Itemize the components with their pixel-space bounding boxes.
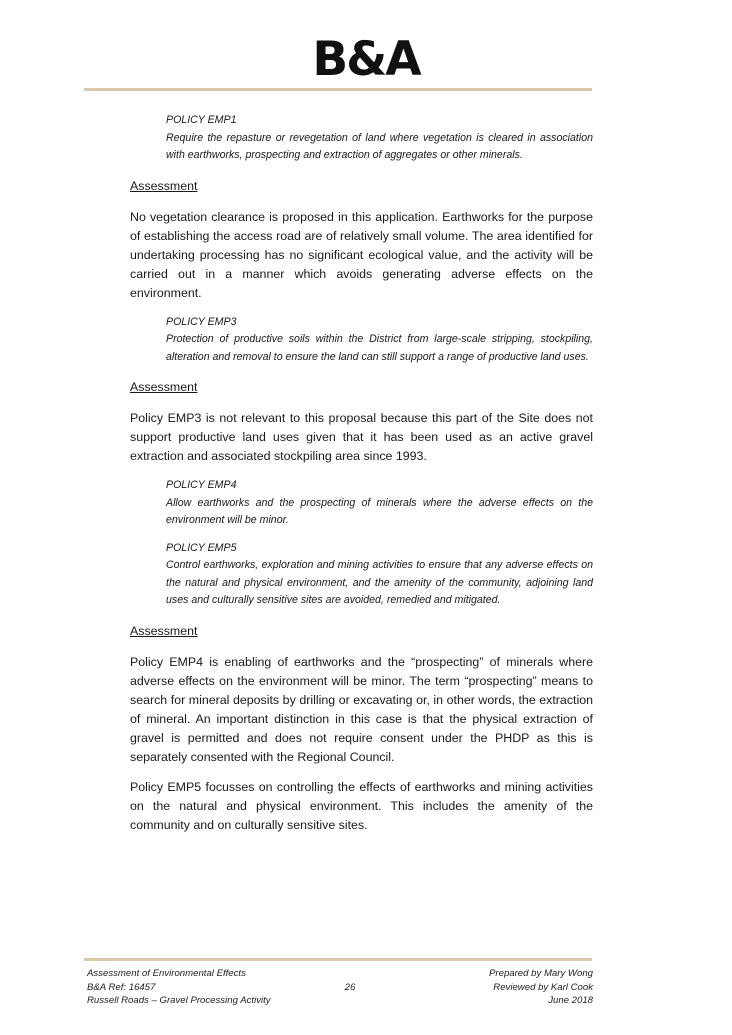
footer-divider	[84, 958, 592, 961]
policy-title: POLICY EMP1	[166, 114, 237, 126]
policy-emp5	[166, 540, 593, 610]
assessment-paragraph: Policy EMP4 is enabling of earthworks and the “prospecting” of minerals where adverse effects on the environment will be minor. The term “prospecting” means to search for mineral deposits by drilling or excavating or, in other words, the extraction of mineral. An important distinction in this case is that the physical extraction of gravel is permitted and does not require consent under the PHDP as this is separately consented with the Regional Council.	[130, 654, 593, 764]
policy-text: Allow earthworks and the prospecting of minerals where the adverse effects on the environment will be minor.	[166, 496, 593, 526]
policy-text: Control earthworks, exploration and mining activities to ensure that any adverse effects on the natural and physical environment, and the amenity of the community, adjoining land uses and culturally sensitive sites are avoided, remedied and mitigated.	[166, 559, 593, 606]
policy-title: POLICY EMP5	[166, 541, 237, 554]
policy-text: Protection of productive soils within the District from large-scale stripping, stockpiling, alteration and removal to ensure the land can still support a range of productive land uses.	[166, 333, 593, 363]
assessment-paragraph: Policy EMP3 is not relevant to this proposal because this part of the Site does not support productive land uses given that it has been used as an active gravel extraction and associated stockpiling area since 1993.	[130, 411, 593, 463]
company-logo: B&A	[312, 32, 420, 87]
policy-emp3	[166, 314, 593, 367]
policy-emp4	[166, 477, 593, 530]
footer-reviewed-by: Reviewed by Karl Cook	[493, 981, 593, 993]
assessment-heading: Assessment	[130, 623, 198, 638]
policy-emp1	[166, 112, 593, 165]
policy-title: POLICY EMP4	[166, 479, 237, 491]
assessment-heading: Assessment	[130, 380, 198, 394]
footer-right	[489, 967, 593, 1008]
footer-date: June 2018	[548, 995, 593, 1006]
footer-doc-title: Assessment of Environmental Effects	[87, 968, 246, 979]
header-divider	[84, 88, 592, 91]
footer-prepared-by: Prepared by Mary Wong	[489, 968, 593, 979]
policy-title: POLICY EMP3	[166, 315, 237, 328]
assessment-heading: Assessment	[130, 178, 198, 193]
page-number: 26	[344, 981, 356, 993]
policy-text: Require the repasture or revegetation of land where vegetation is cleared in association with earthworks, prospecting and extraction of aggregates or other minerals.	[166, 131, 593, 161]
assessment-paragraph: No vegetation clearance is proposed in this application. Earthworks for the purpose of establishing the access road are of relatively small volume. The area identified for undertaking processing has no significant ecological value, and the activity will be carried out in a manner which avoids generating adverse effects on the environment.	[130, 209, 593, 300]
assessment-paragraph: Policy EMP5 focusses on controlling the effects of earthworks and mining activities on the natural and physical environment. This includes the amenity of the community and on culturally sensitive sites.	[130, 779, 593, 832]
document-body	[130, 112, 593, 846]
footer-project: Russell Roads – Gravel Processing Activity	[87, 995, 271, 1006]
footer-ref: B&A Ref: 16457	[87, 981, 156, 993]
